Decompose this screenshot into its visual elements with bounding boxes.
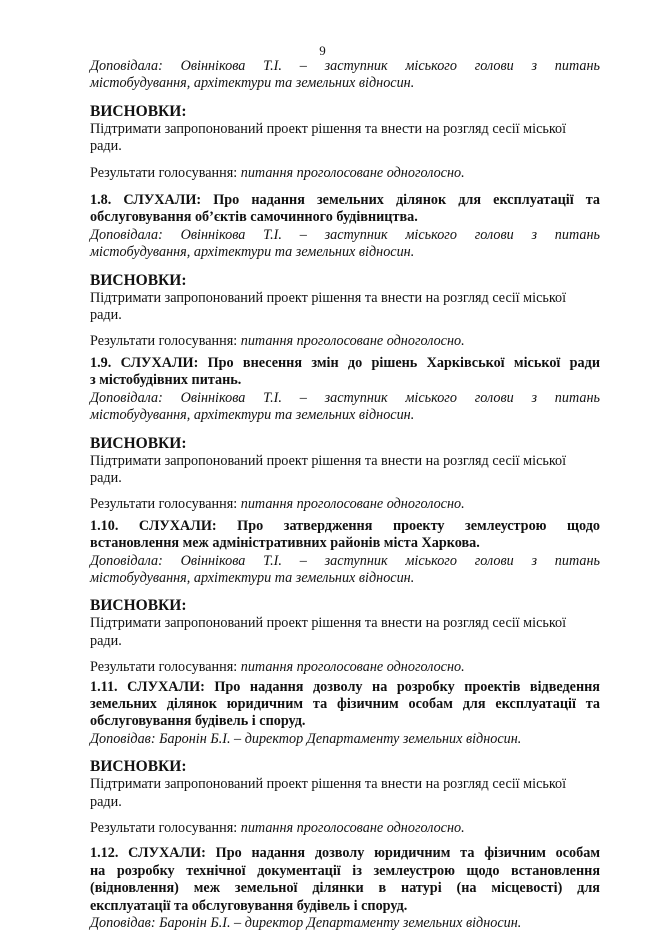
vote-result [90, 496, 600, 513]
conclusion-text: ради. [90, 138, 122, 155]
heard-line: (відновлення) меж земельної ділянки в натурі (на місцевості) для [90, 880, 600, 897]
heard-line: встановлення меж адміністративних районів міста Харкова. [90, 535, 480, 552]
vote-value: питання проголосоване одноголосно. [240, 820, 465, 836]
conclusion-text: Підтримати запропонований проект рішення та внести на розгляд сесії міської [90, 452, 567, 469]
heard-line: земельних ділянок юридичним та фізичним особам для експлуатації та [90, 695, 600, 712]
conclusions-heading: ВИСНОВКИ: [90, 271, 187, 289]
speaker-line: містобудування, архітектури та земельних відносин. [90, 569, 415, 586]
agenda-item [90, 679, 600, 838]
vote-result [90, 333, 600, 350]
vote-label: Результати голосування: [90, 333, 238, 350]
vote-result [90, 820, 600, 837]
heard-line: 1.9. СЛУХАЛИ: Про внесення змін до рішень Харківської міської ради [90, 354, 600, 371]
heard-line: обслуговування будівель і споруд. [90, 713, 306, 730]
conclusion-text: Підтримати запропонований проект рішення та внести на розгляд сесії міської [90, 776, 567, 793]
conclusion-text: Підтримати запропонований проект рішення та внести на розгляд сесії міської [90, 615, 567, 632]
conclusions-heading: ВИСНОВКИ: [90, 102, 187, 120]
heard-line: обслуговування об’єктів самочинного будівництва. [90, 209, 418, 226]
speaker-line: містобудування, архітектури та земельних відносин. [90, 407, 415, 424]
speaker-line: містобудування, архітектури та земельних відносин. [90, 75, 415, 92]
vote-value: питання проголосоване одноголосно. [240, 659, 465, 676]
agenda-item [90, 355, 600, 514]
speaker-line: містобудування, архітектури та земельних відносин. [90, 244, 415, 261]
speaker-line: Доповідала: Овіннікова Т.І. – заступник міського голови з питань [90, 552, 600, 569]
document-body [90, 58, 600, 932]
conclusions-heading: ВИСНОВКИ: [90, 758, 187, 776]
vote-label: Результати голосування: [90, 164, 238, 181]
speaker-line: Доповідала: Овіннікова Т.І. – заступник міського голови з питань [90, 389, 600, 406]
heard-line: 1.11. СЛУХАЛИ: Про надання дозволу на розробку проектів відведення [90, 678, 600, 695]
conclusion-text: ради. [90, 793, 122, 810]
agenda-item [90, 845, 600, 932]
speaker-line: Доповідав: Баронін Б.І. – директор Департаменту земельних відносин. [90, 730, 522, 747]
vote-label: Результати голосування: [90, 659, 238, 676]
conclusion-text: ради. [90, 469, 122, 486]
intro-block [90, 58, 600, 182]
vote-value: питання проголосоване одноголосно. [240, 164, 465, 181]
speaker-line: Доповідала: Овіннікова Т.І. – заступник міського голови з питань [90, 226, 600, 243]
conclusions-heading: ВИСНОВКИ: [90, 434, 187, 452]
vote-label: Результати голосування: [90, 820, 238, 836]
heard-line: експлуатації та обслуговування будівель і споруд. [90, 897, 408, 914]
heard-line: 1.8. СЛУХАЛИ: Про надання земельних ділянок для експлуатації та [90, 192, 600, 209]
heard-line: 1.12. СЛУХАЛИ: Про надання дозволу юридичним та фізичним особам [90, 845, 600, 862]
vote-result [90, 165, 600, 182]
page-number: 9 [319, 43, 326, 58]
heard-line: 1.10. СЛУХАЛИ: Про затвердження проекту землеустрою щодо [90, 517, 600, 534]
heard-line: з містобудівних питань. [90, 372, 242, 389]
conclusions-heading: ВИСНОВКИ: [90, 597, 187, 615]
conclusion-text: Підтримати запропонований проект рішення та внести на розгляд сесії міської [90, 120, 567, 137]
speaker-line: Доповідала: Овіннікова Т.І. – заступник міського голови з питань [90, 58, 600, 74]
conclusion-text: ради. [90, 307, 122, 324]
vote-value: питання проголосоване одноголосно. [240, 333, 465, 350]
agenda-item [90, 518, 600, 677]
vote-result [90, 659, 600, 676]
heard-line: на розробку технічної документації із землеустрою щодо встановлення [90, 862, 600, 879]
speaker-line: Доповідав: Баронін Б.І. – директор Департаменту земельних відносин. [90, 915, 522, 932]
agenda-item [90, 192, 600, 351]
vote-label: Результати голосування: [90, 496, 238, 513]
conclusion-text: Підтримати запропонований проект рішення та внести на розгляд сесії міської [90, 289, 567, 306]
conclusion-text: ради. [90, 632, 122, 649]
vote-value: питання проголосоване одноголосно. [240, 496, 465, 513]
